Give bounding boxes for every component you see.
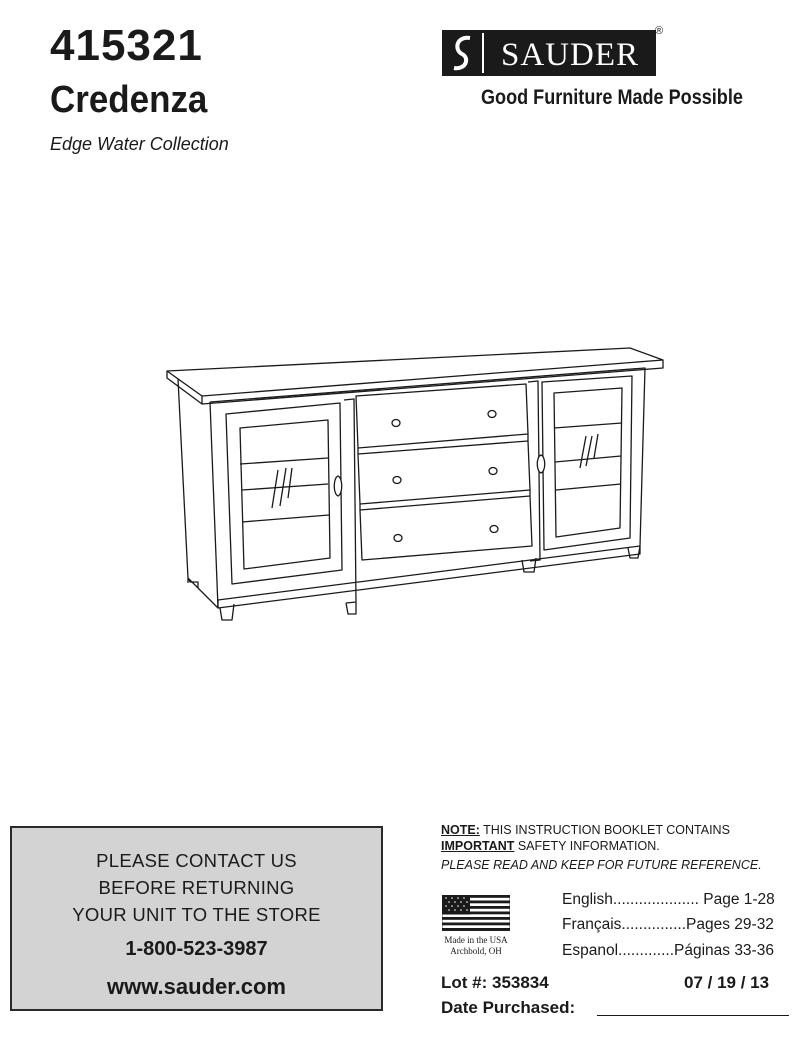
contact-line-1: PLEASE CONTACT US: [96, 850, 297, 871]
us-flag-icon: [442, 895, 510, 931]
credenza-illustration: [160, 338, 670, 623]
contact-line-2: BEFORE RETURNING: [98, 877, 295, 898]
contact-line-3: YOUR UNIT TO THE STORE: [72, 904, 321, 925]
return-contact-box: [10, 826, 383, 1011]
model-number: 415321: [50, 21, 203, 70]
toc-francais: Français...............Pages 29-32: [562, 916, 774, 933]
toc-espanol: Espanol.............Páginas 33-36: [562, 942, 774, 959]
collection-name: Edge Water Collection: [50, 134, 229, 154]
toc-english: English.................... Page 1-28: [562, 891, 775, 908]
note-label: NOTE:: [441, 823, 480, 837]
date-purchased-field: [597, 1015, 789, 1016]
made-in-text: Made in the USA: [444, 935, 508, 945]
date-code: 07 / 19 / 13: [684, 973, 770, 992]
logo-wordmark: SAUDER: [500, 37, 640, 73]
made-in-usa: [430, 935, 522, 957]
note-important: IMPORTANT: [441, 839, 515, 853]
lot-number: Lot #: 353834: [441, 973, 549, 992]
contact-website: www.sauder.com: [107, 974, 286, 999]
product-name: Credenza: [50, 79, 208, 121]
sauder-logo: [442, 30, 656, 76]
note-read-keep: PLEASE READ AND KEEP FOR FUTURE REFERENCE.: [441, 858, 762, 872]
made-in-city: Archbold, OH: [450, 946, 502, 956]
credenza-line-drawing-icon: [167, 348, 663, 620]
note-text-2: SAFETY INFORMATION.: [514, 839, 660, 853]
date-purchased-label: Date Purchased:: [441, 998, 576, 1017]
contact-phone: 1-800-523-3987: [125, 938, 268, 960]
brand-tagline: Good Furniture Made Possible: [481, 86, 743, 109]
note-text: [441, 822, 730, 854]
note-text-1: THIS INSTRUCTION BOOKLET CONTAINS: [479, 823, 730, 837]
registered-mark: ®: [655, 25, 664, 37]
